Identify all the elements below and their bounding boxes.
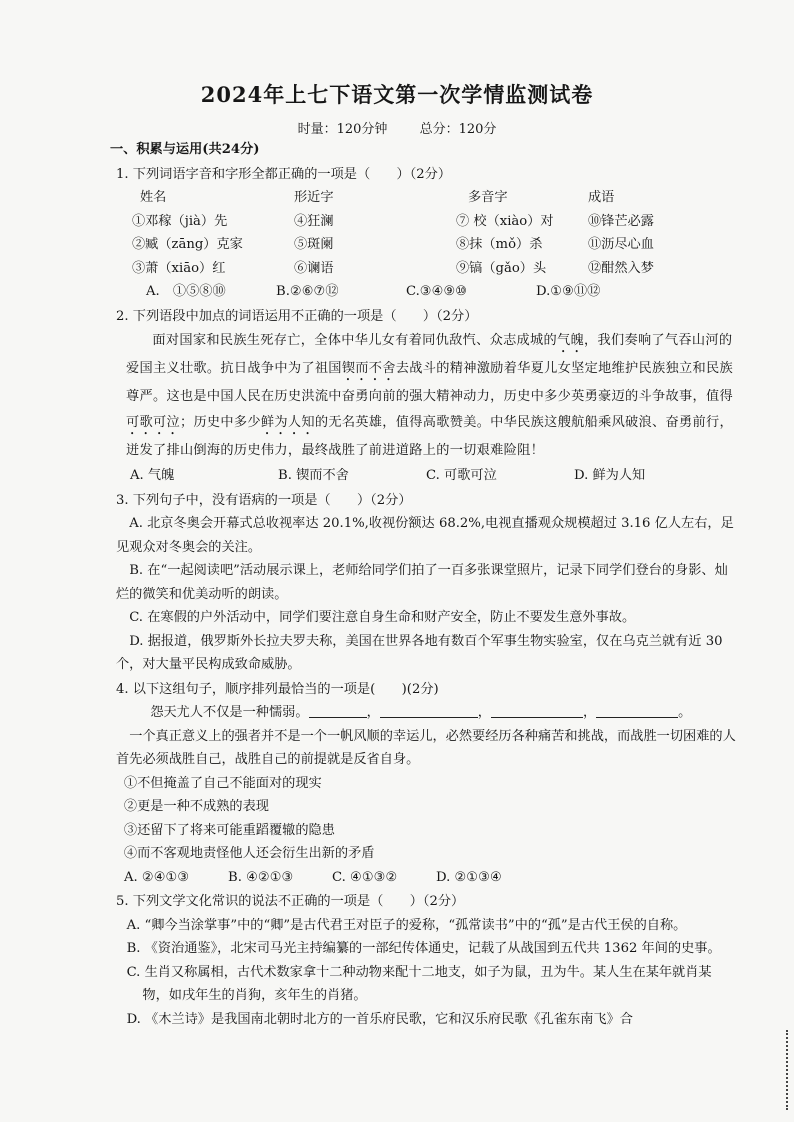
dotted-word: 鲜为人知 bbox=[260, 415, 315, 430]
sentence-item: ④而不客观地责怪他人还会衍生出新的矛盾 bbox=[123, 846, 375, 861]
column-header: 形近字 bbox=[294, 190, 334, 205]
page-title: 2024年上七下语文第一次学情监测试卷 bbox=[200, 82, 594, 107]
question-3 bbox=[116, 489, 736, 677]
table-cell: ③萧（xiāo）红 bbox=[132, 260, 226, 276]
exam-score: 总分：120分 bbox=[419, 122, 497, 137]
option-c: C. 在寒假的户外活动中，同学们要注意自身生命和财产安全，防止不要发生意外事故。 bbox=[129, 610, 636, 625]
table-cell: ⑪沥尽心血 bbox=[588, 237, 654, 252]
option-d: D. 据报道，俄罗斯外长拉夫罗夫称，美国在世界各地有数百个军事生物实验室，仅在乌克兰就有近 30 个，对大量平民构成致命威胁。 bbox=[116, 633, 723, 672]
answer-blank[interactable] bbox=[309, 703, 367, 718]
question-1 bbox=[116, 163, 736, 304]
option-c: C. ④①③② bbox=[332, 869, 398, 885]
question-stem: 1. 下列词语字音和字形全都正确的一项是（ ）（2分） bbox=[116, 166, 452, 182]
passage-text: 的无名英雄，值得高歌赞美。中华民族这艘航船乘风破浪、奋勇前行，迸发了排山倒海的历史伟力，最终战胜了前进道路上的一切艰难险阻！ bbox=[126, 415, 733, 458]
fill-line: 怨天尤人不仅是一种懦弱。 ， ， ， 。 bbox=[150, 705, 692, 720]
option-a: A. 北京冬奥会开幕式总收视率达 20.1%,收视份额达 68.2%,电视直播观众规模超过 3.16 亿人左右，足见观众对冬奥会的关注。 bbox=[116, 516, 734, 555]
passage-text: 去战斗的精神激励着华夏儿女坚定地维护民族独立和民族尊严。这也是中国人民在历史洪流中奋勇向前的强大精神动力，历史中多少英勇豪迈的斗争故事，值得 bbox=[126, 361, 733, 404]
option-a: A. ①⑤⑧⑩ bbox=[146, 284, 226, 299]
question-1-table bbox=[132, 186, 736, 280]
sentence-item: ①不但掩盖了自己不能面对的现实 bbox=[123, 775, 322, 791]
question-2 bbox=[116, 305, 736, 488]
sentence-item: ②更是一种不成熟的表现 bbox=[123, 799, 269, 814]
question-4 bbox=[116, 678, 736, 890]
column-header: 姓名 bbox=[140, 190, 167, 205]
table-cell: ⑦ 校（xiào）对 bbox=[456, 213, 554, 229]
option-a: A. ②④①③ bbox=[124, 869, 190, 885]
table-cell: ⑫酣然入梦 bbox=[588, 260, 654, 276]
table-cell: ④狂澜 bbox=[294, 213, 334, 229]
table-cell: ⑨镐（gǎo）头 bbox=[456, 260, 547, 276]
binding-edge-dots bbox=[782, 1030, 788, 1110]
option-b: B.②⑥⑦⑫ bbox=[276, 284, 339, 299]
answer-blank[interactable] bbox=[380, 703, 478, 718]
table-cell: ①邓稼（jià）先 bbox=[132, 213, 228, 229]
lead-sentence: 怨天尤人不仅是一种懦弱。 bbox=[150, 705, 309, 720]
table-cell: ⑧抹（mǒ）杀 bbox=[456, 237, 543, 252]
passage-text: ；历史中多少 bbox=[179, 415, 261, 430]
passage bbox=[126, 328, 736, 464]
sentence-item: ③还留下了将来可能重蹈覆辙的隐患 bbox=[123, 822, 335, 838]
question-stem: 3. 下列句子中，没有语病的一项是（ ）（2分） bbox=[116, 492, 412, 508]
option-c: C.③④⑨⑩ bbox=[406, 284, 468, 299]
option-d: D. ②①③④ bbox=[436, 869, 502, 885]
option-b: B. ④②①③ bbox=[228, 869, 294, 885]
option-d: D.①⑨⑪⑫ bbox=[536, 284, 601, 299]
table-cell: ⑤斑阑 bbox=[294, 237, 334, 252]
section-heading: 一、积累与运用(共24分) bbox=[110, 142, 260, 157]
question-stem: 4. 以下这组句子，顺序排列最恰当的一项是( )(2分) bbox=[116, 681, 439, 697]
answer-options bbox=[124, 866, 736, 890]
option-c: C. 可歌可泣 bbox=[426, 468, 497, 483]
passage-text: 面对国家和民族生死存亡，全体中华儿女有着同仇敌忾、众志成城的 bbox=[152, 333, 558, 348]
passage-text: ，我们奏响了气吞山河的爱国主义壮歌。抗日战争中为了祖国 bbox=[126, 333, 733, 376]
column-header: 成语 bbox=[588, 190, 615, 205]
answer-blank[interactable] bbox=[491, 703, 583, 718]
question-stem: 5. 下列文学文化常识的说法不正确的一项是（ ）（2分） bbox=[116, 894, 465, 909]
table-cell: ②臧（zāng）克家 bbox=[132, 237, 243, 252]
exam-meta bbox=[0, 118, 794, 137]
option-b: B. 锲而不舍 bbox=[278, 468, 349, 483]
option-d: D. 鲜为人知 bbox=[574, 468, 646, 483]
table-cell: ⑩锋芒必露 bbox=[588, 213, 654, 229]
answer-blank[interactable] bbox=[596, 703, 678, 718]
dotted-word: 气魄 bbox=[557, 333, 584, 348]
exam-body bbox=[110, 138, 736, 1031]
passage: 一个真正意义上的强者并不是一个一帆风顺的幸运儿，必然要经历各种痛苦和挑战，而战胜一切困难的人首先必须战胜自己，战胜自己的前提就是反省自身。 bbox=[116, 728, 736, 767]
option-d: D. 《木兰诗》是我国南北朝时北方的一首乐府民歌，它和汉乐府民歌《孔雀东南飞》合 bbox=[126, 1011, 633, 1027]
answer-options bbox=[146, 280, 736, 304]
dotted-word: 锲而不舍 bbox=[341, 361, 396, 376]
answer-options bbox=[130, 464, 736, 488]
question-5 bbox=[116, 890, 736, 1031]
exam-time: 时量：120分钟 bbox=[297, 122, 388, 137]
question-stem: 2. 下列语段中加点的词语运用不正确的一项是（ ）（2分） bbox=[116, 308, 478, 324]
option-a: A. 气魄 bbox=[130, 468, 175, 483]
option-b: B. 在“一起阅读吧”活动展示课上，老师给同学们拍了一百多张课堂照片，记录下同学们登台的身影、灿烂的微笑和优美动听的朗读。 bbox=[116, 563, 728, 602]
column-header: 多音字 bbox=[468, 190, 508, 205]
option-b: B. 《资治通鉴》，北宋司马光主持编纂的一部纪传体通史，记载了从战国到五代共 1362 年间的史事。 bbox=[126, 941, 721, 956]
table-cell: ⑥谰语 bbox=[294, 260, 334, 276]
option-c: C. 生肖又称属相，古代术数家拿十二种动物来配十二地支，如子为鼠，丑为牛。某人生在某年就肖某物，如戌年生的肖狗，亥年生的肖猪。 bbox=[126, 964, 712, 1003]
option-a: A. “卿今当涂掌事”中的“卿”是古代君王对臣子的爱称，“孤常读书”中的“孤”是古代王侯的自称。 bbox=[126, 917, 687, 933]
dotted-word: 可歌可泣 bbox=[126, 415, 180, 430]
